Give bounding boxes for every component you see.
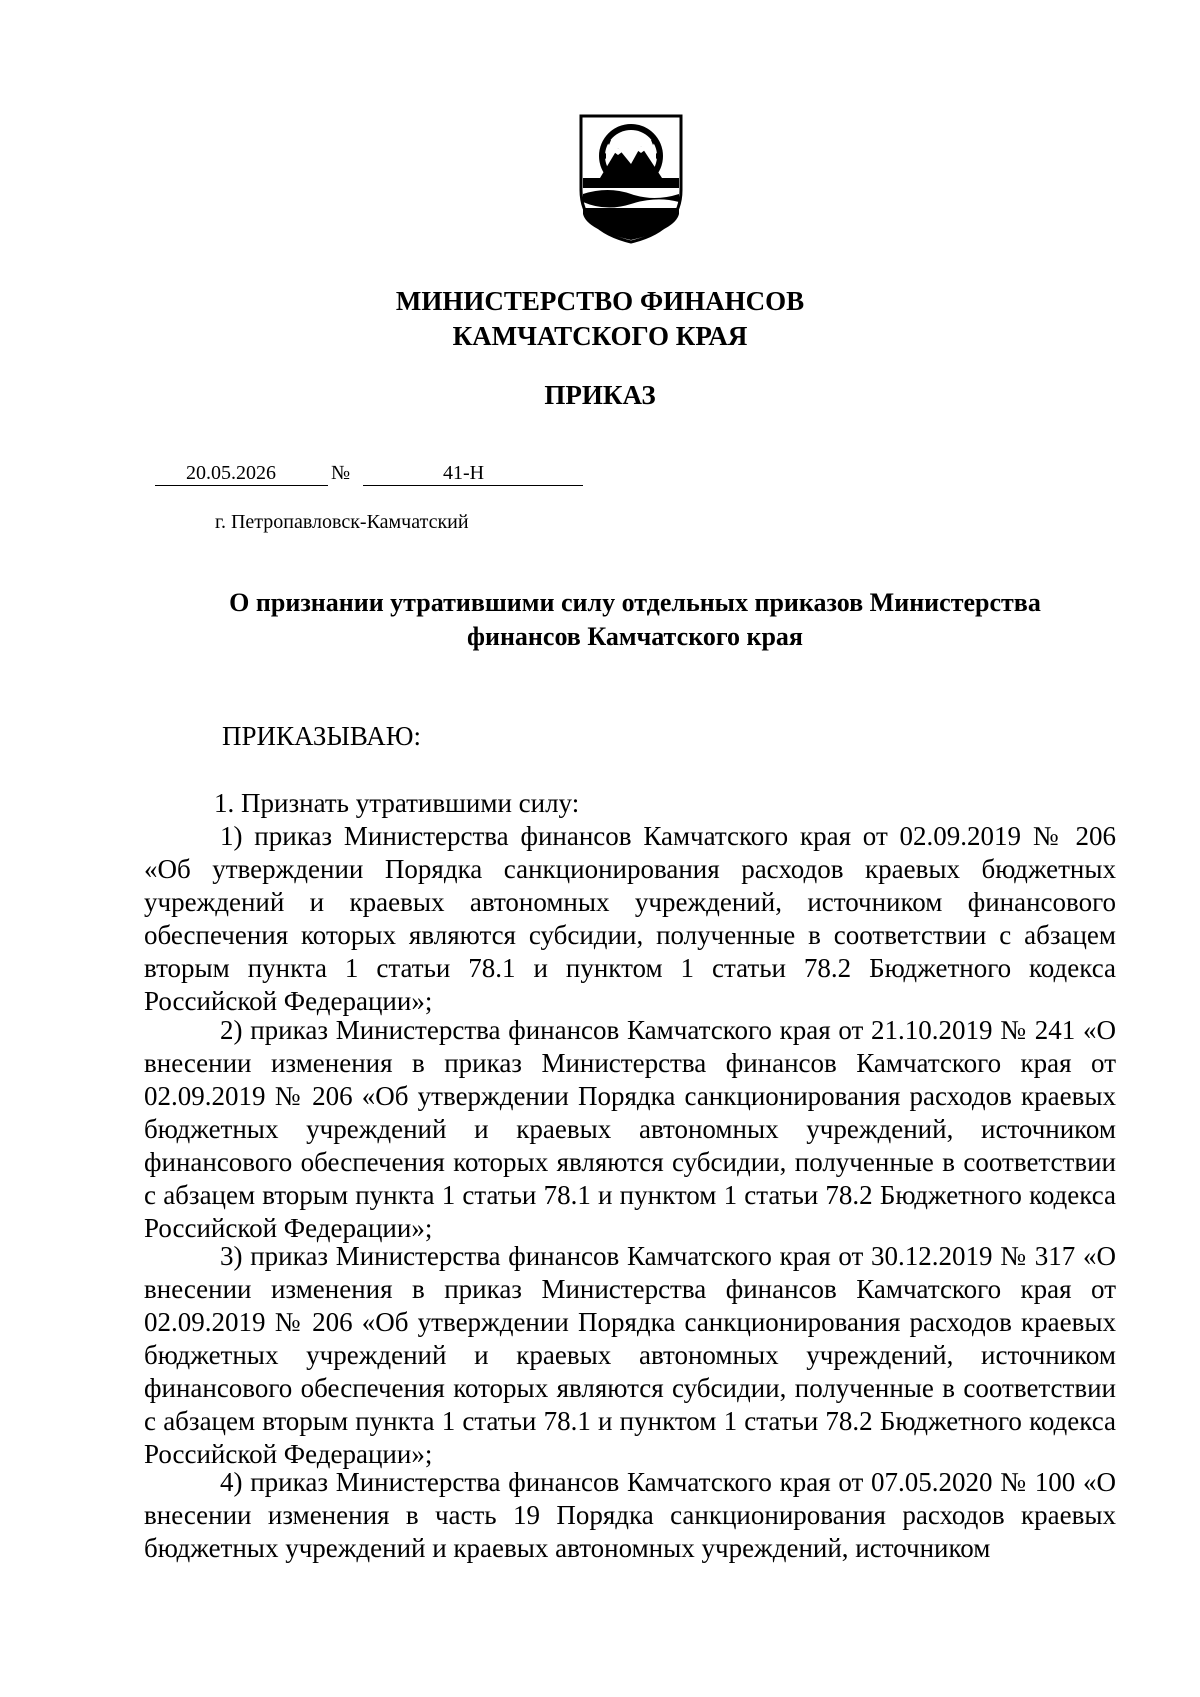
clause-1-heading: 1. Признать утратившими силу:: [214, 788, 580, 818]
kamchatka-coat-of-arms-icon: [578, 112, 684, 244]
repealed-order-item: 3) приказ Министерства финансов Камчатского края от 30.12.2019 № 317 «О внесении изменения в приказ Министерства финансов Камчатского края от 02.09.2019 № 206 «Об утверждении Порядка санкционирования расходов краевых бюджетных учреждений и краевых автономных учреждений, источником финансового обеспечения которых являются субсидии, полученные в соответствии с абзацем вторым пункта 1 статьи 78.1 и пунктом 1 статьи 78.2 Бюджетного кодекса Российской Федерации»;: [144, 1241, 1116, 1469]
order-directive: ПРИКАЗЫВАЮ:: [222, 721, 421, 751]
repealed-order-item: 1) приказ Министерства финансов Камчатского края от 02.09.2019 № 206 «Об утверждении Порядка санкционирования расходов краевых бюджетных учреждений и краевых автономных учреждений, источником финансового обеспечения которых являются субсидии, полученные в соответствии с абзацем вторым пункта 1 статьи 78.1 и пунктом 1 статьи 78.2 Бюджетного кодекса Российской Федерации»;: [144, 821, 1116, 1016]
city-of-issue: г. Петропавловск-Камчатский: [215, 511, 469, 533]
number-sign: №: [331, 462, 351, 484]
order-date-field: 20.05.2026: [155, 460, 328, 486]
ministry-name-line2: КАМЧАТСКОГО КРАЯ: [452, 321, 748, 351]
repealed-order-item: 2) приказ Министерства финансов Камчатского края от 21.10.2019 № 241 «О внесении изменения в приказ Министерства финансов Камчатского края от 02.09.2019 № 206 «Об утверждении Порядка санкционирования расходов краевых бюджетных учреждений и краевых автономных учреждений, источником финансового обеспечения которых являются субсидии, полученные в соответствии с абзацем вторым пункта 1 статьи 78.1 и пунктом 1 статьи 78.2 Бюджетного кодекса Российской Федерации»;: [144, 1015, 1116, 1243]
order-number-field: 41-Н: [363, 460, 583, 486]
order-subject-title: О признании утратившими силу отдельных приказов Министерства финансов Камчатского края: [229, 588, 1041, 651]
repealed-order-item: 4) приказ Министерства финансов Камчатского края от 07.05.2020 № 100 «О внесении изменения в часть 19 Порядка санкционирования расходов краевых бюджетных учреждений и краевых автономных учреждений, источником: [144, 1467, 1116, 1563]
ministry-name-line1: МИНИСТЕРСТВО ФИНАНСОВ: [395, 286, 805, 316]
document-type: ПРИКАЗ: [544, 380, 656, 410]
